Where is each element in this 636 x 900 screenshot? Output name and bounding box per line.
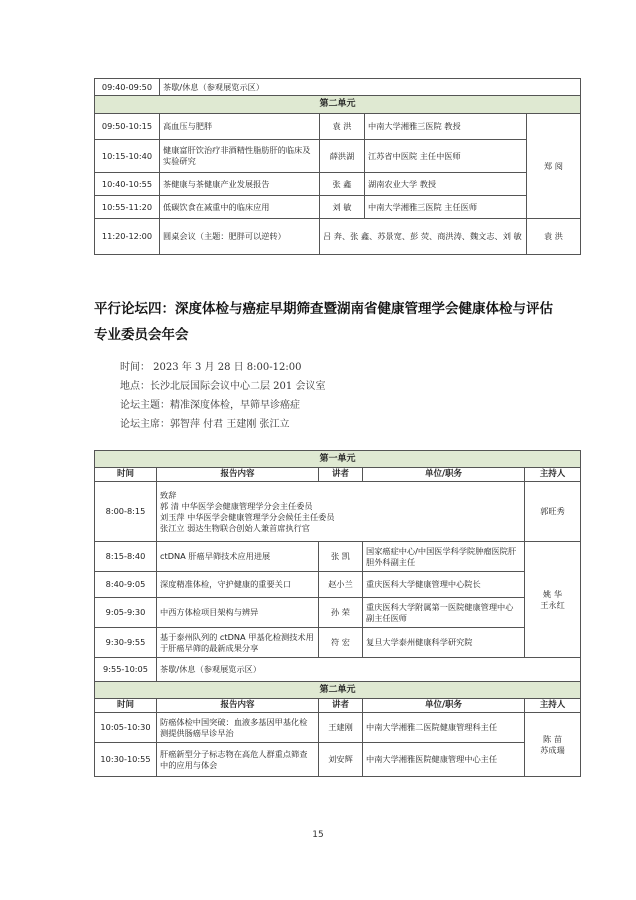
round-table-speakers: 吕 奔、张 鑫、苏景宽、彭 荧、商洪涛、魏文志、刘 敏 [320, 219, 527, 255]
row-time: 9:05-9:30 [95, 598, 157, 628]
row-time: 8:40-9:05 [95, 572, 157, 598]
row-speaker: 袁 洪 [320, 114, 365, 140]
round-table-content: 圆桌会议（主题：肥胖可以逆转） [160, 219, 320, 255]
session-table-top [94, 78, 581, 255]
row-speaker: 刘 敏 [320, 196, 365, 219]
row-content: ctDNA 肝癌早筛技术应用进展 [157, 542, 319, 572]
forum-chairs: 论坛主席：郭智萍 付君 王建刚 张江立 [120, 419, 290, 430]
row-speaker: 薛洪湖 [320, 140, 365, 173]
row-content: 深度精准体检，守护健康的重要关口 [157, 572, 319, 598]
column-header: 报告内容 [157, 468, 319, 482]
opening-content [157, 482, 525, 542]
unit-header: 第一单元 [95, 451, 581, 468]
page-number: 15 [312, 830, 324, 840]
opening-line: 刘玉萍 中华医学会健康管理学分会候任主任委员 [160, 511, 335, 522]
row-unit: 中南大学湘雅三医院 主任医师 [365, 196, 527, 219]
row-speaker: 刘安辉 [319, 743, 363, 777]
host-cell: 陈 苗 苏成瑞 [525, 713, 581, 777]
forum-time: 时间： 2023 年 3 月 28 日 8:00-12:00 [120, 362, 302, 373]
row-content: 健康富肝饮治疗非酒精性脂肪肝的临床及实验研究 [160, 140, 320, 173]
row-time: 10:15-10:40 [95, 140, 160, 173]
session-table-bottom [94, 450, 581, 777]
opening-line: 郭 清 中华医学会健康管理学分会主任委员 [160, 500, 313, 511]
row-unit: 复旦大学泰州健康科学研究院 [363, 628, 525, 658]
column-header: 单位/职务 [363, 699, 525, 713]
column-header: 报告内容 [157, 699, 319, 713]
row-speaker: 张 凯 [319, 542, 363, 572]
column-header: 单位/职务 [363, 468, 525, 482]
row-content: 高血压与肥胖 [160, 114, 320, 140]
row-time: 10:55-11:20 [95, 196, 160, 219]
row-content: 低碳饮食在减重中的临床应用 [160, 196, 320, 219]
opening-line: 致辞 [160, 489, 177, 500]
break-content: 茶歇/休息（参观展览示区） [160, 79, 581, 96]
row-unit: 重庆医科大学附属第一医院健康管理中心副主任医师 [363, 598, 525, 628]
host-cell: 郑 阅 [527, 114, 581, 219]
column-header: 讲者 [319, 699, 363, 713]
row-unit: 重庆医科大学健康管理中心院长 [363, 572, 525, 598]
row-time: 09:50-10:15 [95, 114, 160, 140]
row-time: 8:15-8:40 [95, 542, 157, 572]
column-header: 时间 [95, 699, 157, 713]
row-speaker: 符 宏 [319, 628, 363, 658]
row-unit: 江苏省中医院 主任中医师 [365, 140, 527, 173]
opening-host: 郭旺秀 [525, 482, 581, 542]
row-unit: 中南大学湘雅二医院健康管理科主任 [363, 713, 525, 743]
opening-time: 8:00-8:15 [95, 482, 157, 542]
row-unit: 国家癌症中心/中国医学科学院肿瘤医院肝胆外科副主任 [363, 542, 525, 572]
column-header: 主持人 [525, 699, 581, 713]
forum-title-line2: 专业委员会年会 [94, 327, 189, 343]
round-table-time: 11:20-12:00 [95, 219, 160, 255]
row-time: 9:30-9:55 [95, 628, 157, 658]
column-header: 主持人 [525, 468, 581, 482]
row-content: 防癌体检中国突破：血液多基因甲基化检测提供肠癌早诊早治 [157, 713, 319, 743]
row-speaker: 赵小兰 [319, 572, 363, 598]
row-unit: 中南大学湘雅三医院 教授 [365, 114, 527, 140]
break-content: 茶歇/休息（参观展览示区） [157, 658, 581, 682]
break-time: 9:55-10:05 [95, 658, 157, 682]
forum-place: 地点：长沙北辰国际会议中心二层 201 会议室 [120, 381, 326, 392]
row-speaker: 王建刚 [319, 713, 363, 743]
row-content: 茶健康与茶健康产业发展报告 [160, 173, 320, 196]
row-speaker: 孙 荣 [319, 598, 363, 628]
row-time: 10:05-10:30 [95, 713, 157, 743]
row-content: 基于泰州队列的 ctDNA 甲基化检测技术用于肝癌早筛的最新成果分享 [157, 628, 319, 658]
forum-theme: 论坛主题：精准深度体检，早筛早诊癌症 [120, 400, 300, 411]
break-time: 09:40-09:50 [95, 79, 160, 96]
opening-line: 张江立 弱达生物联合创始人兼首席执行官 [160, 522, 310, 533]
row-unit: 湖南农业大学 教授 [365, 173, 527, 196]
row-time: 10:30-10:55 [95, 743, 157, 777]
host-cell: 姚 华 王永红 [525, 542, 581, 658]
row-content: 肝癌新型分子标志物在高危人群重点筛查中的应用与体会 [157, 743, 319, 777]
unit-header: 第二单元 [95, 96, 581, 114]
column-header: 讲者 [319, 468, 363, 482]
forum-title-line1: 平行论坛四：深度体检与癌症早期筛查暨湖南省健康管理学会健康体检与评估 [94, 301, 553, 317]
column-header: 时间 [95, 468, 157, 482]
row-time: 10:40-10:55 [95, 173, 160, 196]
row-content: 中西方体检项目架构与辨异 [157, 598, 319, 628]
row-speaker: 张 鑫 [320, 173, 365, 196]
unit-header: 第二单元 [95, 682, 581, 699]
round-table-host: 袁 洪 [527, 219, 581, 255]
row-unit: 中南大学湘雅医院健康管理中心主任 [363, 743, 525, 777]
